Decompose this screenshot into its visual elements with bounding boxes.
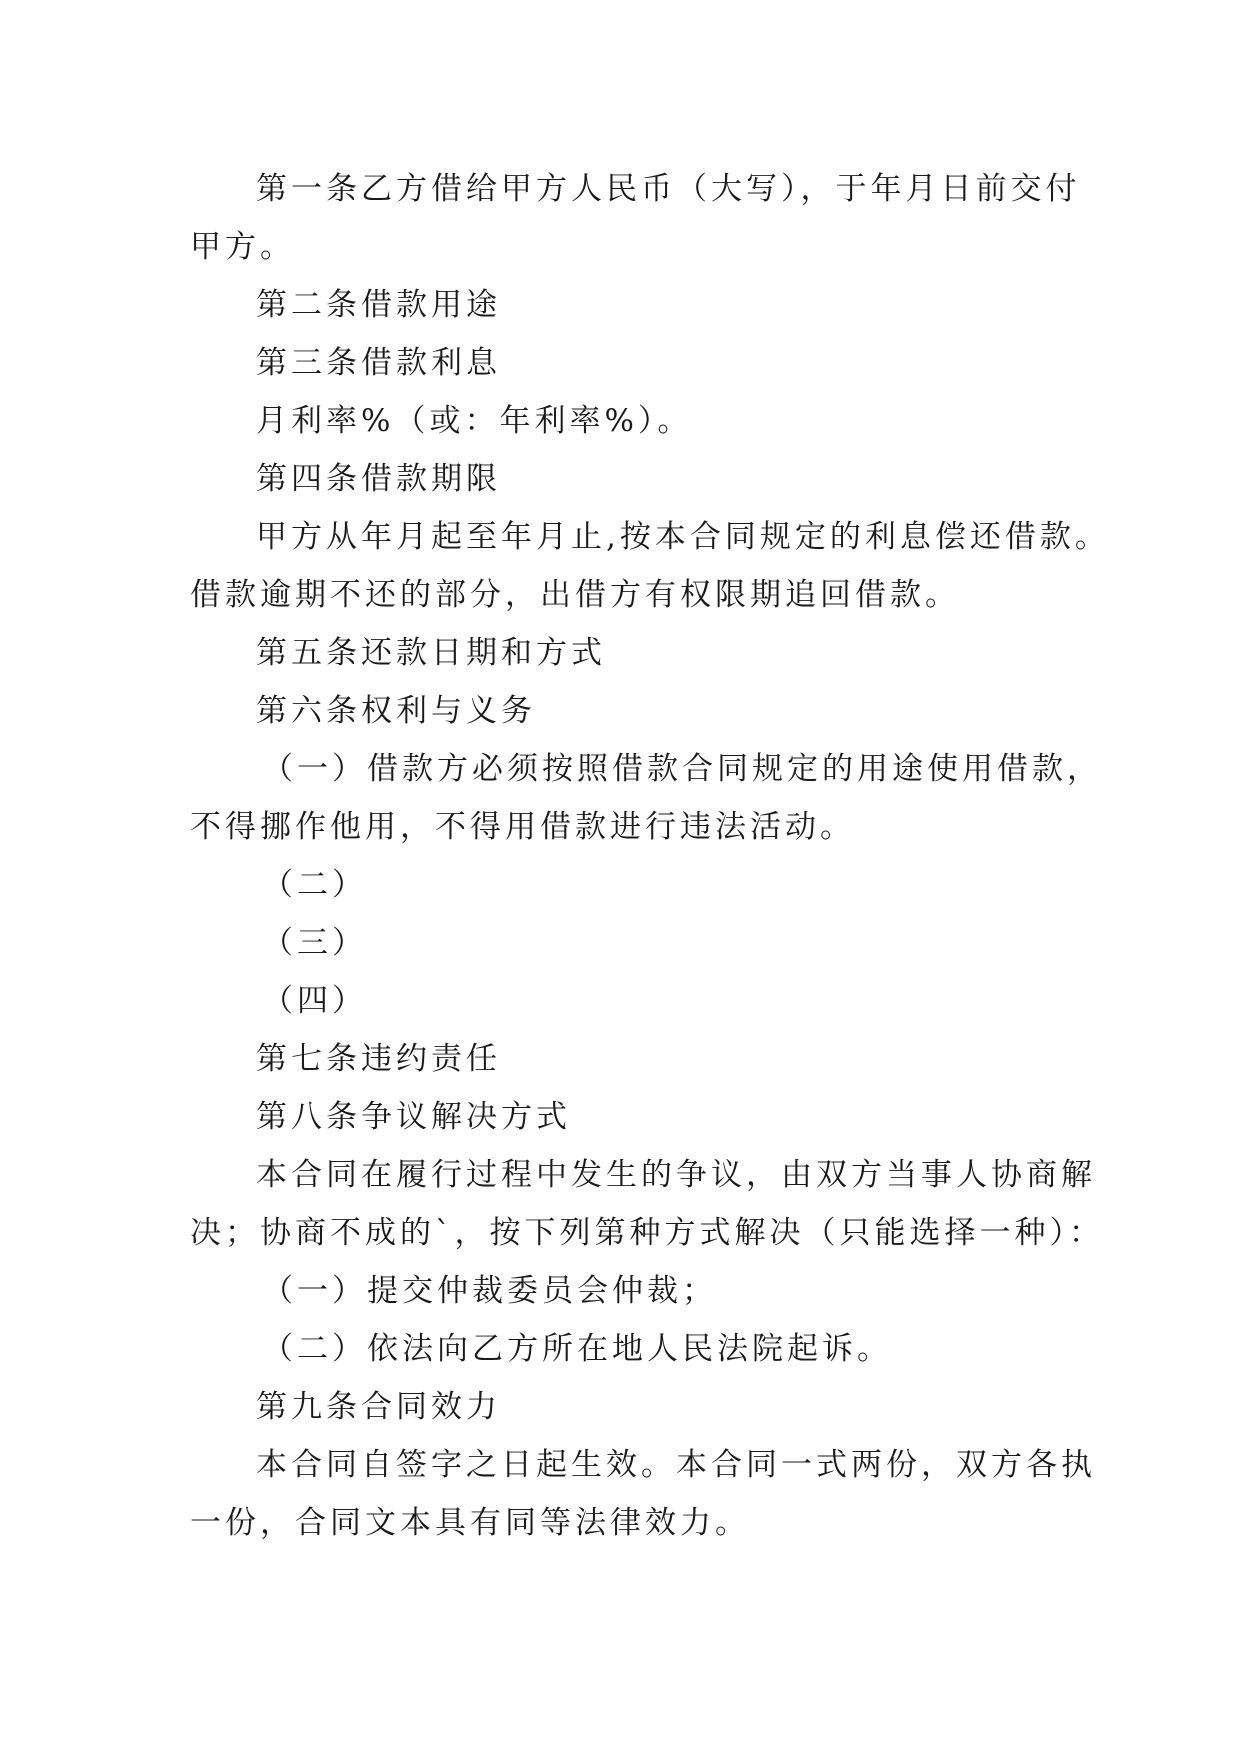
clause-8-option-1: （一）提交仲裁委员会仲裁； bbox=[262, 1273, 717, 1309]
clause-7-heading: 第七条违约责任 bbox=[256, 1041, 501, 1077]
clause-4-line-2: 借款逾期不还的部分，出借方有权限期追回借款。 bbox=[190, 577, 960, 613]
clause-8-line-1: 本合同在履行过程中发生的争议，由双方当事人协商解 bbox=[256, 1157, 1096, 1193]
clause-6-item-3: （三） bbox=[262, 925, 367, 961]
clause-9-line-1: 本合同自签字之日起生效。本合同一式两份，双方各执 bbox=[256, 1447, 1096, 1483]
clause-1-line-1: 第一条乙方借给甲方人民币（大写），于年月日前交付 bbox=[256, 171, 1081, 207]
clause-8-line-2: 决；协商不成的`，按下列第种方式解决（只能选择一种）： bbox=[190, 1215, 1104, 1251]
clause-6-item-4: （四） bbox=[262, 983, 367, 1019]
clause-3-heading: 第三条借款利息 bbox=[256, 345, 501, 381]
clause-4-heading: 第四条借款期限 bbox=[256, 461, 501, 497]
clause-9-line-2: 一份，合同文本具有同等法律效力。 bbox=[190, 1505, 750, 1541]
clause-1-line-2: 甲方。 bbox=[190, 229, 295, 265]
clause-6-heading: 第六条权利与义务 bbox=[256, 693, 536, 729]
clause-9-heading: 第九条合同效力 bbox=[256, 1389, 501, 1425]
clause-6-item-1-line-2: 不得挪作他用，不得用借款进行违法活动。 bbox=[190, 809, 855, 845]
clause-5-heading: 第五条还款日期和方式 bbox=[256, 635, 606, 671]
clause-2-heading: 第二条借款用途 bbox=[256, 287, 501, 323]
clause-8-heading: 第八条争议解决方式 bbox=[256, 1099, 571, 1135]
clause-8-option-2: （二）依法向乙方所在地人民法院起诉。 bbox=[262, 1331, 892, 1367]
clause-6-item-1-line-1: （一）借款方必须按照借款合同规定的用途使用借款， bbox=[262, 751, 1102, 787]
clause-6-item-2: （二） bbox=[262, 867, 367, 903]
clause-4-line-1: 甲方从年月起至年月止,按本合同规定的利息偿还借款。 bbox=[256, 519, 1110, 555]
contract-body bbox=[190, 160, 1110, 1552]
clause-3-rate: 月利率%（或：年利率%）。 bbox=[256, 403, 693, 439]
